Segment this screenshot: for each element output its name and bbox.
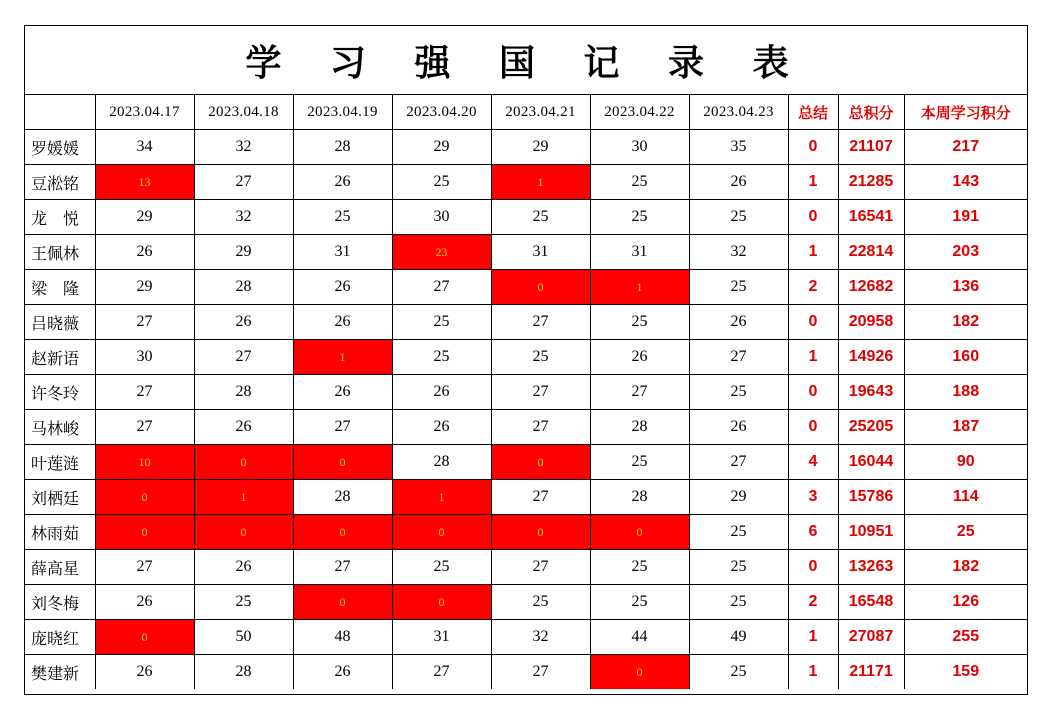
total-points: 16044 [838, 445, 904, 480]
daily-score: 27 [194, 165, 293, 200]
daily-score: 26 [95, 655, 194, 690]
summary-count: 2 [788, 270, 838, 305]
table-row [25, 515, 1027, 550]
week-points: 188 [904, 375, 1027, 410]
header-week: 本周学习积分 [904, 95, 1027, 130]
daily-score: 25 [590, 445, 689, 480]
header-date: 2023.04.20 [392, 95, 491, 130]
daily-score: 0 [590, 655, 689, 690]
daily-score: 32 [194, 200, 293, 235]
header-date: 2023.04.18 [194, 95, 293, 130]
week-points: 182 [904, 550, 1027, 585]
daily-score: 29 [392, 130, 491, 165]
daily-score: 25 [590, 165, 689, 200]
summary-count: 0 [788, 130, 838, 165]
summary-count: 0 [788, 410, 838, 445]
summary-count: 0 [788, 375, 838, 410]
daily-score: 25 [689, 655, 788, 690]
daily-score: 28 [590, 480, 689, 515]
daily-score: 0 [194, 515, 293, 550]
summary-count: 0 [788, 200, 838, 235]
daily-score: 26 [95, 585, 194, 620]
daily-score: 27 [491, 305, 590, 340]
summary-count: 1 [788, 620, 838, 655]
total-points: 15786 [838, 480, 904, 515]
daily-score: 49 [689, 620, 788, 655]
table-row [25, 340, 1027, 375]
daily-score: 32 [689, 235, 788, 270]
daily-score: 25 [293, 200, 392, 235]
daily-score: 0 [491, 515, 590, 550]
table-row [25, 585, 1027, 620]
daily-score: 44 [590, 620, 689, 655]
summary-count: 1 [788, 165, 838, 200]
daily-score: 0 [491, 445, 590, 480]
daily-score: 28 [590, 410, 689, 445]
daily-score: 48 [293, 620, 392, 655]
student-name: 吕晓薇 [25, 305, 95, 340]
daily-score: 31 [491, 235, 590, 270]
daily-score: 0 [293, 585, 392, 620]
daily-score: 27 [392, 270, 491, 305]
daily-score: 25 [491, 585, 590, 620]
week-points: 191 [904, 200, 1027, 235]
daily-score: 27 [95, 410, 194, 445]
student-name: 叶莲涟 [25, 445, 95, 480]
daily-score: 32 [194, 130, 293, 165]
week-points: 90 [904, 445, 1027, 480]
total-points: 16541 [838, 200, 904, 235]
week-points: 203 [904, 235, 1027, 270]
summary-count: 1 [788, 235, 838, 270]
daily-score: 30 [392, 200, 491, 235]
table-row [25, 445, 1027, 480]
daily-score: 0 [491, 270, 590, 305]
daily-score: 25 [491, 340, 590, 375]
daily-score: 26 [194, 550, 293, 585]
daily-score: 27 [590, 375, 689, 410]
daily-score: 31 [293, 235, 392, 270]
daily-score: 25 [194, 585, 293, 620]
week-points: 114 [904, 480, 1027, 515]
daily-score: 27 [95, 550, 194, 585]
header-date: 2023.04.17 [95, 95, 194, 130]
total-points: 12682 [838, 270, 904, 305]
table-row [25, 375, 1027, 410]
header-summary: 总结 [788, 95, 838, 130]
student-name: 赵新语 [25, 340, 95, 375]
daily-score: 25 [689, 515, 788, 550]
daily-score: 10 [95, 445, 194, 480]
daily-score: 26 [293, 305, 392, 340]
daily-score: 25 [689, 270, 788, 305]
daily-score: 27 [194, 340, 293, 375]
total-points: 22814 [838, 235, 904, 270]
total-points: 10951 [838, 515, 904, 550]
daily-score: 34 [95, 130, 194, 165]
daily-score: 0 [95, 620, 194, 655]
student-name: 樊建新 [25, 655, 95, 690]
table-row [25, 165, 1027, 200]
daily-score: 28 [194, 375, 293, 410]
table-row [25, 550, 1027, 585]
daily-score: 0 [293, 445, 392, 480]
student-name: 许冬玲 [25, 375, 95, 410]
daily-score: 27 [491, 480, 590, 515]
student-name: 刘栖廷 [25, 480, 95, 515]
daily-score: 26 [689, 165, 788, 200]
daily-score: 27 [689, 445, 788, 480]
summary-count: 0 [788, 550, 838, 585]
student-name: 马林峻 [25, 410, 95, 445]
header-date: 2023.04.22 [590, 95, 689, 130]
table-row [25, 480, 1027, 515]
daily-score: 31 [392, 620, 491, 655]
week-points: 187 [904, 410, 1027, 445]
header-name [25, 95, 95, 130]
daily-score: 25 [491, 200, 590, 235]
daily-score: 13 [95, 165, 194, 200]
header-date: 2023.04.19 [293, 95, 392, 130]
summary-count: 4 [788, 445, 838, 480]
week-points: 160 [904, 340, 1027, 375]
total-points: 20958 [838, 305, 904, 340]
week-points: 159 [904, 655, 1027, 690]
daily-score: 27 [491, 655, 590, 690]
daily-score: 35 [689, 130, 788, 165]
daily-score: 26 [293, 165, 392, 200]
daily-score: 27 [491, 375, 590, 410]
total-points: 27087 [838, 620, 904, 655]
student-name: 王佩林 [25, 235, 95, 270]
week-points: 25 [904, 515, 1027, 550]
daily-score: 28 [293, 480, 392, 515]
daily-score: 25 [590, 200, 689, 235]
table-row [25, 305, 1027, 340]
daily-score: 32 [491, 620, 590, 655]
summary-count: 3 [788, 480, 838, 515]
header-row [25, 95, 1027, 130]
daily-score: 25 [392, 340, 491, 375]
daily-score: 27 [95, 375, 194, 410]
record-table [25, 95, 1027, 689]
daily-score: 25 [689, 375, 788, 410]
student-name: 庞晓红 [25, 620, 95, 655]
daily-score: 25 [392, 550, 491, 585]
daily-score: 26 [194, 305, 293, 340]
daily-score: 1 [194, 480, 293, 515]
daily-score: 0 [194, 445, 293, 480]
daily-score: 27 [95, 305, 194, 340]
week-points: 126 [904, 585, 1027, 620]
total-points: 21285 [838, 165, 904, 200]
daily-score: 25 [689, 585, 788, 620]
daily-score: 28 [194, 270, 293, 305]
table-row [25, 130, 1027, 165]
sheet-title: 学 习 强 国 记 录 表 [25, 26, 1027, 95]
daily-score: 29 [689, 480, 788, 515]
total-points: 13263 [838, 550, 904, 585]
header-total: 总积分 [838, 95, 904, 130]
table-row [25, 200, 1027, 235]
daily-score: 0 [392, 585, 491, 620]
daily-score: 29 [194, 235, 293, 270]
total-points: 21171 [838, 655, 904, 690]
daily-score: 25 [392, 305, 491, 340]
student-name: 豆淞铭 [25, 165, 95, 200]
daily-score: 0 [293, 515, 392, 550]
record-sheet [24, 25, 1028, 695]
summary-count: 0 [788, 305, 838, 340]
total-points: 16548 [838, 585, 904, 620]
daily-score: 50 [194, 620, 293, 655]
daily-score: 25 [590, 305, 689, 340]
daily-score: 26 [392, 375, 491, 410]
daily-score: 1 [491, 165, 590, 200]
total-points: 21107 [838, 130, 904, 165]
daily-score: 27 [491, 550, 590, 585]
daily-score: 26 [95, 235, 194, 270]
week-points: 217 [904, 130, 1027, 165]
daily-score: 25 [392, 165, 491, 200]
daily-score: 25 [590, 550, 689, 585]
student-name: 梁 隆 [25, 270, 95, 305]
daily-score: 1 [392, 480, 491, 515]
daily-score: 26 [293, 270, 392, 305]
daily-score: 30 [590, 130, 689, 165]
week-points: 182 [904, 305, 1027, 340]
student-name: 罗媛媛 [25, 130, 95, 165]
table-row [25, 235, 1027, 270]
daily-score: 25 [689, 200, 788, 235]
table-row [25, 620, 1027, 655]
daily-score: 29 [95, 200, 194, 235]
daily-score: 26 [392, 410, 491, 445]
daily-score: 26 [590, 340, 689, 375]
daily-score: 25 [689, 550, 788, 585]
week-points: 143 [904, 165, 1027, 200]
week-points: 255 [904, 620, 1027, 655]
daily-score: 27 [293, 550, 392, 585]
daily-score: 27 [293, 410, 392, 445]
daily-score: 27 [392, 655, 491, 690]
daily-score: 25 [590, 585, 689, 620]
student-name: 薛高星 [25, 550, 95, 585]
daily-score: 0 [95, 515, 194, 550]
header-date: 2023.04.23 [689, 95, 788, 130]
daily-score: 28 [392, 445, 491, 480]
summary-count: 1 [788, 340, 838, 375]
daily-score: 0 [590, 515, 689, 550]
header-date: 2023.04.21 [491, 95, 590, 130]
table-row [25, 270, 1027, 305]
student-name: 龙 悦 [25, 200, 95, 235]
daily-score: 0 [392, 515, 491, 550]
daily-score: 1 [590, 270, 689, 305]
daily-score: 28 [194, 655, 293, 690]
daily-score: 26 [293, 655, 392, 690]
daily-score: 27 [689, 340, 788, 375]
total-points: 14926 [838, 340, 904, 375]
daily-score: 27 [491, 410, 590, 445]
daily-score: 23 [392, 235, 491, 270]
summary-count: 1 [788, 655, 838, 690]
daily-score: 0 [95, 480, 194, 515]
daily-score: 26 [689, 410, 788, 445]
daily-score: 1 [293, 340, 392, 375]
total-points: 25205 [838, 410, 904, 445]
daily-score: 28 [293, 130, 392, 165]
week-points: 136 [904, 270, 1027, 305]
daily-score: 29 [491, 130, 590, 165]
student-name: 林雨茹 [25, 515, 95, 550]
summary-count: 6 [788, 515, 838, 550]
daily-score: 30 [95, 340, 194, 375]
daily-score: 26 [194, 410, 293, 445]
table-row [25, 410, 1027, 445]
daily-score: 26 [293, 375, 392, 410]
daily-score: 26 [689, 305, 788, 340]
student-name: 刘冬梅 [25, 585, 95, 620]
total-points: 19643 [838, 375, 904, 410]
daily-score: 31 [590, 235, 689, 270]
table-row [25, 655, 1027, 690]
daily-score: 29 [95, 270, 194, 305]
summary-count: 2 [788, 585, 838, 620]
